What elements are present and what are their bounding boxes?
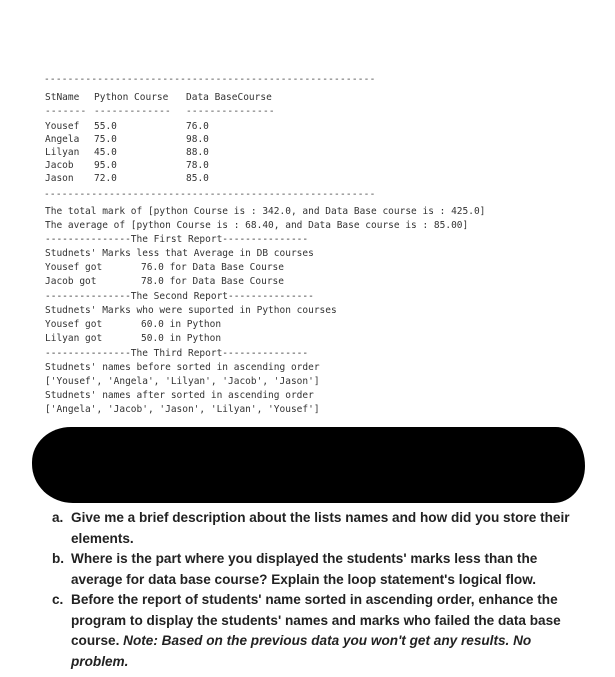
row-name: Yousef: [45, 121, 80, 132]
redaction-block: [32, 427, 585, 503]
row-name: Jason: [45, 173, 74, 184]
report3-line: Studnets' names before sorted in ascending order: [45, 362, 320, 373]
header-stname: StName: [45, 92, 80, 103]
header-underline-db: ---------------: [186, 106, 275, 117]
header-python: Python Course: [94, 92, 169, 103]
total-line: The total mark of [python Course is : 342.0, and Data Base course is : 425.0]: [45, 206, 486, 217]
report1-value: 78.0 for Data Base Course: [141, 276, 284, 287]
question-text: Where is the part where you displayed the students' marks less than the average for data base course? Explain the loop statement's logical flow.: [71, 551, 538, 587]
row-python: 95.0: [94, 160, 117, 171]
separator-line: --------------------------------------------------------: [44, 189, 376, 200]
row-name: Angela: [45, 134, 80, 145]
question-c: [52, 590, 592, 672]
header-db: Data BaseCourse: [186, 92, 272, 103]
report3-title: ---------------The Third Report---------------: [45, 348, 309, 359]
question-letter: c.: [52, 592, 64, 607]
report2-heading: Studnets' Marks who were suported in Python courses: [45, 305, 337, 316]
question-list: [52, 508, 592, 672]
row-db: 85.0: [186, 173, 209, 184]
question-letter: a.: [52, 510, 64, 525]
row-python: 55.0: [94, 121, 117, 132]
row-db: 78.0: [186, 160, 209, 171]
report2-value: 50.0 in Python: [141, 333, 222, 344]
row-name: Jacob: [45, 160, 74, 171]
question-text: Give me a brief description about the lists names and how did you store their elements.: [71, 510, 570, 546]
report1-title: ---------------The First Report---------------: [45, 234, 309, 245]
header-underline-python: -------------: [94, 106, 171, 117]
report3-line: ['Angela', 'Jacob', 'Jason', 'Lilyan', 'Yousef']: [45, 404, 320, 415]
separator-line: --------------------------------------------------------: [44, 74, 376, 85]
report3-line: ['Yousef', 'Angela', 'Lilyan', 'Jacob', 'Jason']: [45, 376, 320, 387]
report1-label: Yousef got: [45, 262, 103, 273]
row-db: 88.0: [186, 147, 209, 158]
row-python: 72.0: [94, 173, 117, 184]
question-note: Note: Based on the previous data you won't get any results. No problem.: [71, 633, 532, 669]
row-python: 45.0: [94, 147, 117, 158]
report2-label: Yousef got: [45, 319, 103, 330]
report3-line: Studnets' names after sorted in ascending order: [45, 390, 314, 401]
row-name: Lilyan: [45, 147, 80, 158]
row-python: 75.0: [94, 134, 117, 145]
row-db: 98.0: [186, 134, 209, 145]
report1-heading: Studnets' Marks less that Average in DB courses: [45, 248, 314, 259]
question-a: [52, 508, 592, 549]
question-b: [52, 549, 592, 590]
row-db: 76.0: [186, 121, 209, 132]
report2-title: ---------------The Second Report---------------: [45, 291, 314, 302]
average-line: The average of [python Course is : 68.40, and Data Base course is : 85.00]: [45, 220, 469, 231]
report2-label: Lilyan got: [45, 333, 103, 344]
question-text: Before the report of students' name sorted in ascending order, enhance the program to display the students' names and marks who failed the data base course.: [71, 592, 561, 648]
report1-value: 76.0 for Data Base Course: [141, 262, 284, 273]
header-underline-name: -------: [45, 106, 87, 117]
report1-label: Jacob got: [45, 276, 97, 287]
report2-value: 60.0 in Python: [141, 319, 222, 330]
question-letter: b.: [52, 551, 65, 566]
